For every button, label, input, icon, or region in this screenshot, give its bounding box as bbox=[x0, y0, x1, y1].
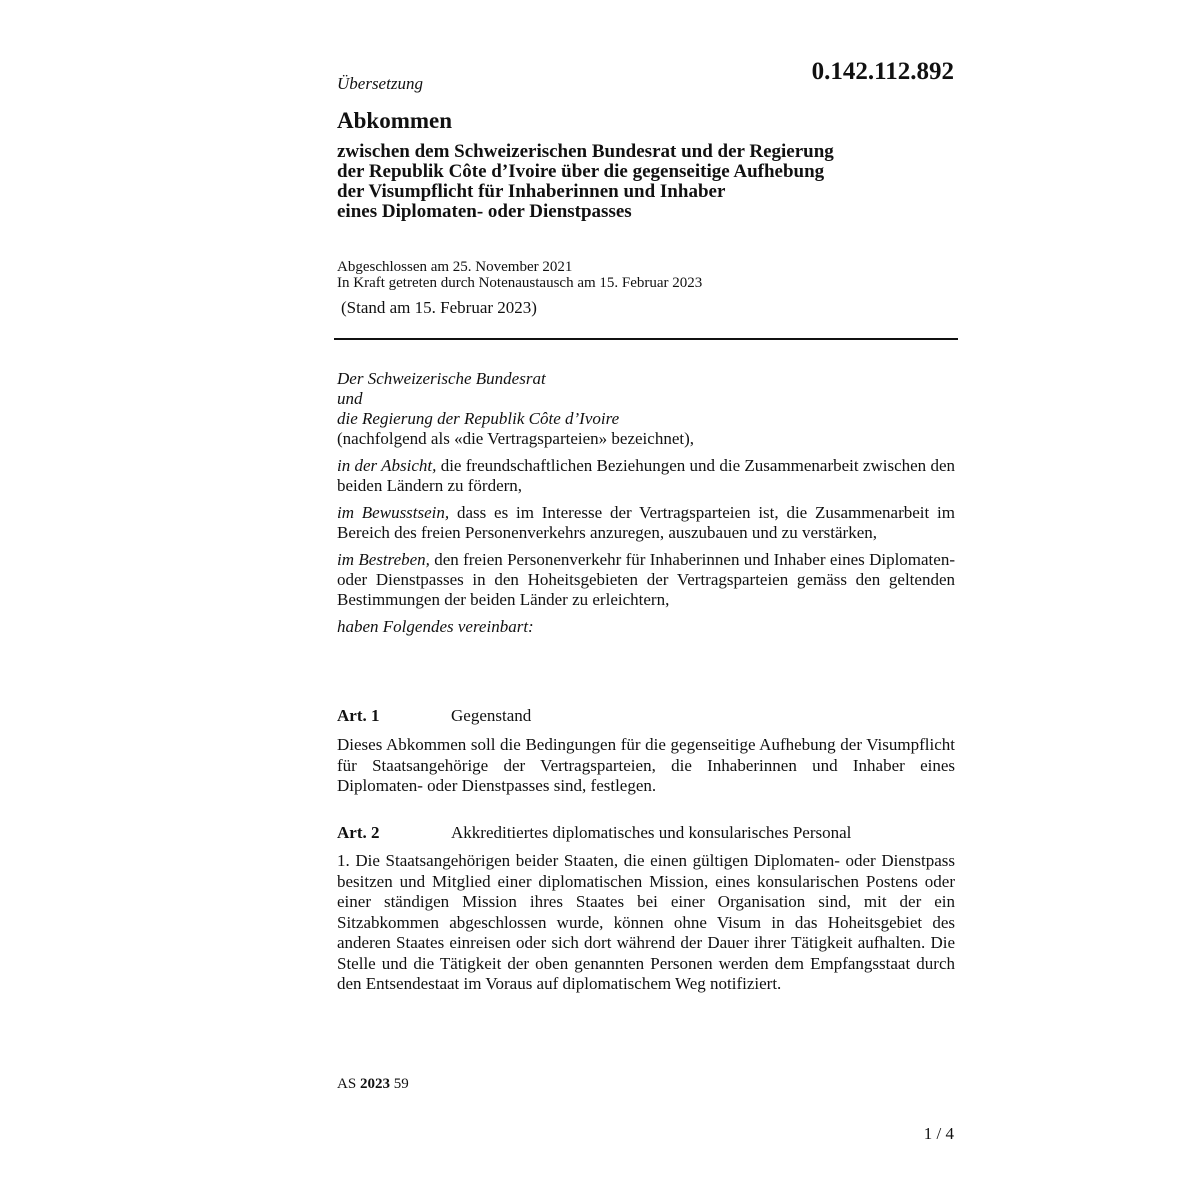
article-1-heading bbox=[337, 706, 531, 726]
page-indicator: 1 / 4 bbox=[923, 1124, 954, 1143]
recital-1-lead: in der Absicht, bbox=[337, 456, 437, 475]
concluded-date: Abgeschlossen am 25. November 2021 bbox=[337, 259, 573, 275]
preamble bbox=[337, 369, 955, 644]
article-1-body: Dieses Abkommen soll die Bedingungen für die gegenseitige Aufhebung der Visumpflicht für Staatsangehörige der Vertragsparteien, die Inhaberinnen und Inhaber eines Diplomaten- oder Dienstpasses sind, festlegen. bbox=[337, 735, 955, 795]
header-divider bbox=[334, 338, 958, 340]
recital-1-text: die freundschaftlichen Beziehungen und die Zusammenarbeit zwischen den beiden Ländern zu fördern, bbox=[337, 456, 956, 495]
recital-3-text: den freien Personenverkehr für Inhaberinnen und Inhaber eines Diplomaten- oder Dienstpasses in den Hoheitsgebieten der Vertragsparteien gemäss den geltenden Bestimmungen der beiden Länder zu erleichtern, bbox=[337, 550, 955, 609]
subtitle-line: der Visumpflicht für Inhaberinnen und Inhaber bbox=[337, 181, 726, 202]
recital-2-text: dass es im Interesse der Vertragsparteien ist, die Zusammenarbeit im Bereich des freien Personenverkehrs anzuregen, auszubauen und zu verstärken, bbox=[337, 503, 955, 542]
article-2-heading bbox=[337, 823, 851, 843]
agreement-clause: haben Folgendes vereinbart: bbox=[337, 617, 534, 636]
party-conjunction: und bbox=[337, 389, 363, 408]
article-2-body: 1. Die Staatsangehörigen beider Staaten, die einen gültigen Diplomaten- oder Dienstpass besitzen und Mitglied einer diplomatischen Mission, eines konsularischen Postens oder einer ständigen Mission ihres Staates bei einer Organisation sind, mit der ein Sitzabkommen abgeschlossen wurde, können ohne Visum in das Hoheitsgebiet des anderen Staates einreisen oder sich dort während der Dauer ihrer Tätigkeit aufhalten. Die Stelle und die Tätigkeit der oben genannten Personen werden dem Empfangsstaat durch den Entsendestaat im Voraus auf diplomatischem Weg notifiziert. bbox=[337, 851, 955, 993]
article-number: Art. 1 bbox=[337, 706, 380, 725]
document-title: Abkommen bbox=[337, 108, 453, 133]
recital-1 bbox=[337, 456, 955, 496]
parties-designation: (nachfolgend als «die Vertragsparteien» bezeichnet), bbox=[337, 429, 694, 448]
as-page: 59 bbox=[393, 1076, 409, 1092]
recital-3-lead: im Bestreben, bbox=[337, 550, 430, 569]
official-collection-reference bbox=[337, 1076, 409, 1093]
preamble-parties bbox=[337, 369, 955, 449]
article-title: Gegenstand bbox=[451, 706, 532, 725]
status-date: (Stand am 15. Februar 2023) bbox=[341, 298, 537, 317]
translation-label: Übersetzung bbox=[337, 74, 423, 93]
recital-2 bbox=[337, 503, 955, 543]
as-year: 2023 bbox=[359, 1076, 390, 1092]
in-force-date: In Kraft getreten durch Notenaustausch am 15. Februar 2023 bbox=[337, 275, 703, 291]
subtitle-line: der Republik Côte d’Ivoire über die gegenseitige Aufhebung bbox=[337, 161, 825, 182]
document-subtitle bbox=[337, 142, 957, 222]
party-1: Der Schweizerische Bundesrat bbox=[337, 369, 546, 388]
article-title: Akkreditiertes diplomatisches und konsularisches Personal bbox=[451, 823, 852, 842]
party-2: die Regierung der Republik Côte d’Ivoire bbox=[337, 409, 620, 428]
article-number: Art. 2 bbox=[337, 823, 380, 842]
subtitle-line: eines Diplomaten- oder Dienstpasses bbox=[337, 201, 632, 222]
document-meta bbox=[337, 259, 702, 291]
sr-number: 0.142.112.892 bbox=[811, 58, 954, 85]
as-prefix: AS bbox=[337, 1076, 357, 1092]
recital-2-lead: im Bewusstsein, bbox=[337, 503, 450, 522]
subtitle-line: zwischen dem Schweizerischen Bundesrat und der Regierung bbox=[337, 141, 834, 162]
recital-3 bbox=[337, 550, 955, 610]
